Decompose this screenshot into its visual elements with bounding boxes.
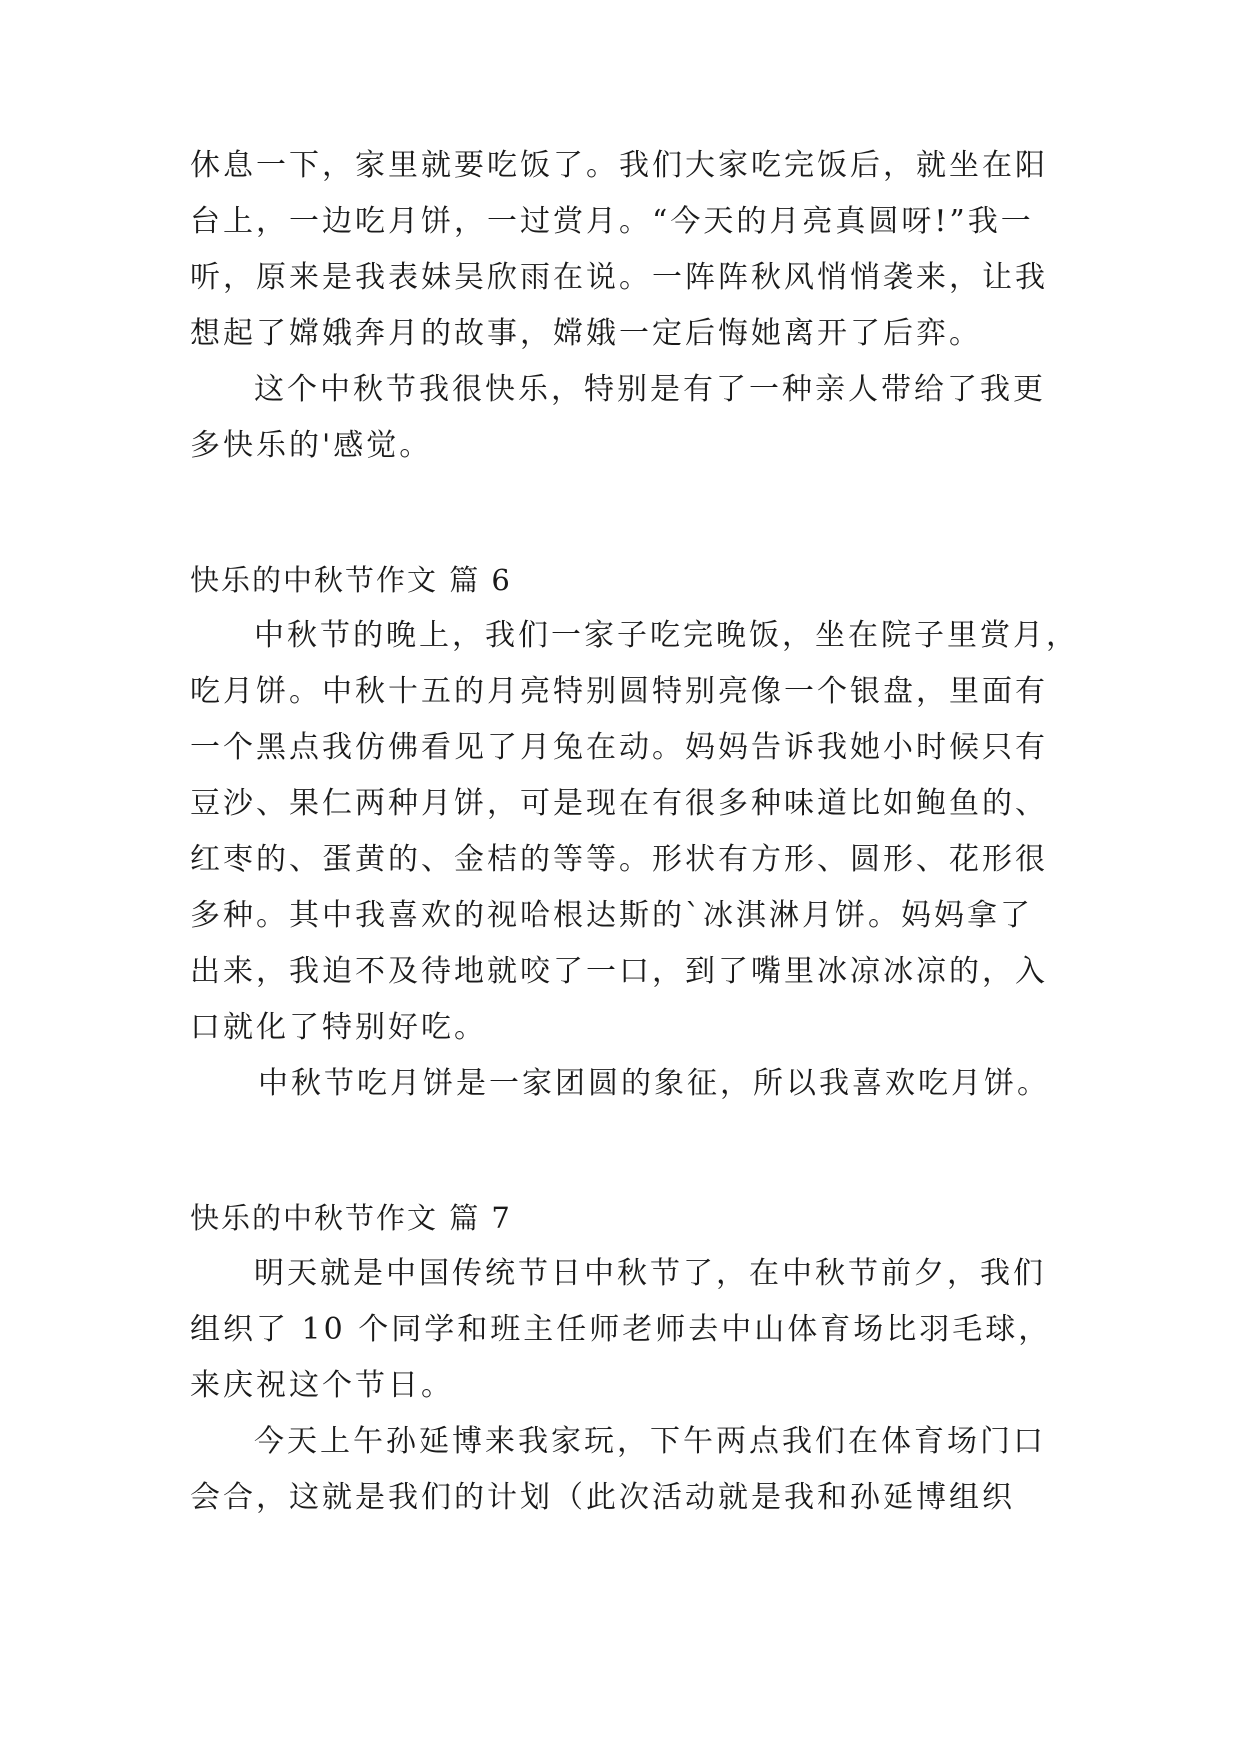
- body-line: 台上，一边吃月饼，一过赏月。“今天的月亮真圆呀!”我一: [190, 204, 1034, 239]
- body-line: 豆沙、果仁两种月饼，可是现在有很多种味道比如鲍鱼的、: [190, 786, 1048, 821]
- section-heading: 快乐的中秋节作文 篇 6: [190, 563, 512, 597]
- body-line: 会合，这就是我们的计划（此次活动就是我和孙延博组织: [190, 1480, 1015, 1515]
- body-line: 口就化了特别好吃。: [190, 1010, 487, 1045]
- body-line: 休息一下，家里就要吃饭了。我们大家吃完饭后，就坐在阳: [190, 148, 1048, 183]
- body-line-indented: 明天就是中国传统节日中秋节了，在中秋节前夕，我们: [254, 1256, 1046, 1291]
- body-line: 想起了嫦娥奔月的故事，嫦娥一定后悔她离开了后弈。: [190, 316, 982, 351]
- body-line: 组织了 10 个同学和班主任师老师去中山体育场比羽毛球，: [190, 1312, 1052, 1347]
- body-line-indented: 今天上午孙延博来我家玩，下午两点我们在体育场门口: [254, 1424, 1046, 1459]
- body-line: 多快乐的'感觉。: [190, 428, 433, 463]
- body-line: 出来，我迫不及待地就咬了一口，到了嘴里冰凉冰凉的，入: [190, 954, 1048, 989]
- body-line: 听，原来是我表妹吴欣雨在说。一阵阵秋风悄悄袭来，让我: [190, 260, 1048, 295]
- body-line-indented: 这个中秋节我很快乐，特别是有了一种亲人带给了我更: [254, 372, 1046, 407]
- body-line: 红枣的、蛋黄的、金桔的等等。形状有方形、圆形、花形很: [190, 842, 1048, 877]
- body-line: 多种。其中我喜欢的视哈根达斯的`冰淇淋月饼。妈妈拿了: [190, 898, 1033, 933]
- body-line: 一个黑点我仿佛看见了月兔在动。妈妈告诉我她小时候只有: [190, 730, 1048, 765]
- body-line-indented: 中秋节的晚上，我们一家子吃完晚饭，坐在院子里赏月，: [254, 618, 1079, 653]
- body-line: 吃月饼。中秋十五的月亮特别圆特别亮像一个银盘，里面有: [190, 674, 1048, 709]
- body-line: 来庆祝这个节日。: [190, 1368, 454, 1403]
- section-heading: 快乐的中秋节作文 篇 7: [190, 1201, 512, 1235]
- body-line-indented: 中秋节吃月饼是一家团圆的象征，所以我喜欢吃月饼。: [258, 1066, 1050, 1101]
